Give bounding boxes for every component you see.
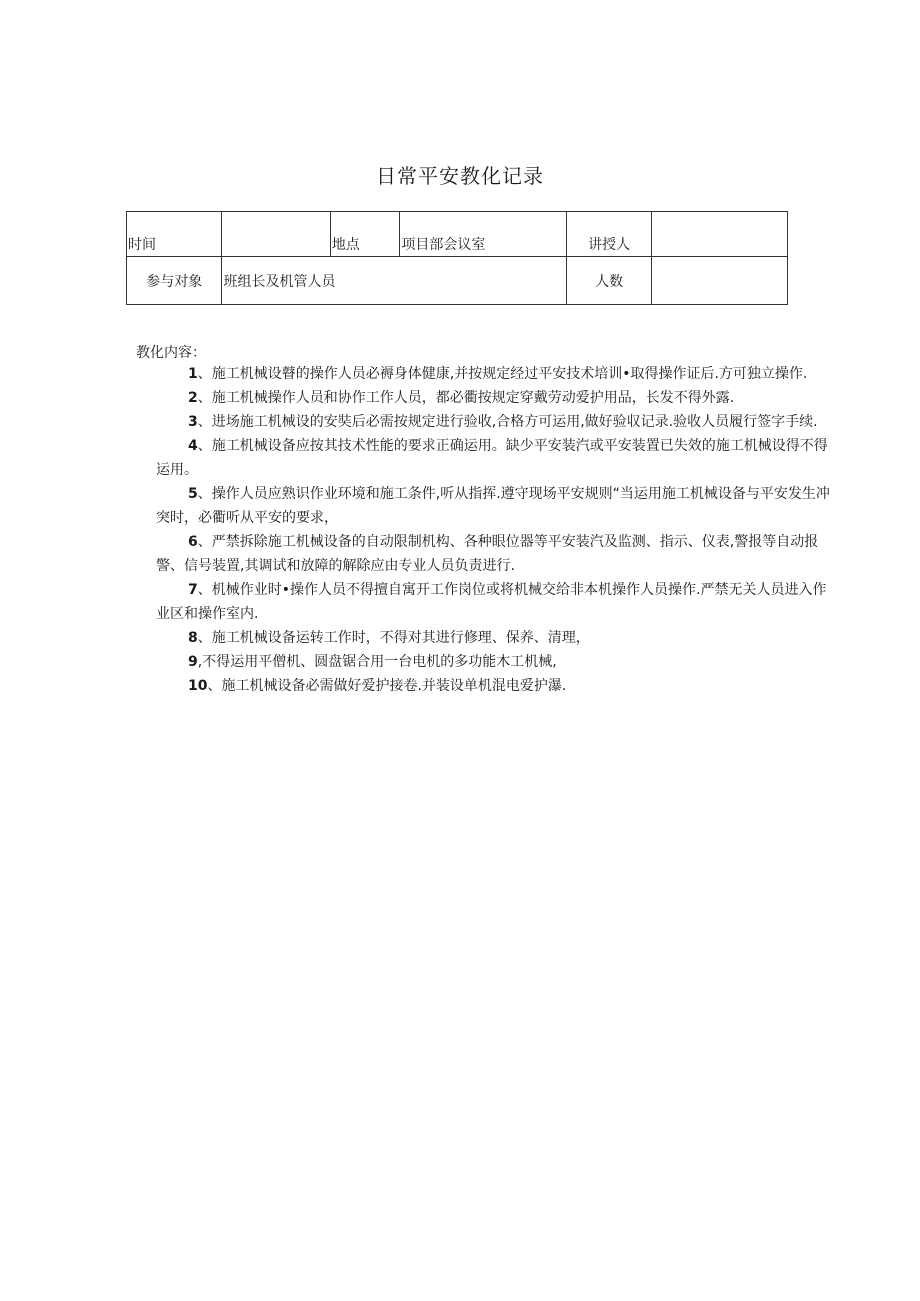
list-item (156, 626, 836, 650)
item-separator: 、 (197, 582, 212, 598)
list-item (156, 674, 836, 698)
content-label: 教化内容： (136, 345, 206, 361)
table-row (127, 212, 788, 257)
item-separator: 、 (197, 390, 212, 406)
place-label: 地点 (330, 212, 400, 257)
table-row (127, 257, 788, 305)
item-separator: , (197, 654, 203, 670)
lecturer-label: 讲授人 (567, 212, 652, 257)
item-number: 8 (188, 630, 198, 646)
list-item (156, 362, 836, 386)
item-separator: 、 (197, 630, 212, 646)
item-text: 施工机械设备应按其技术性能的要求正确运用。缺少平安装汽或平安装置已失效的施工机械设得不得运用。 (156, 438, 828, 478)
item-number: 10 (188, 678, 208, 694)
list-item (156, 530, 836, 578)
item-separator: 、 (207, 678, 222, 694)
participants-value: 班组长及机管人员 (222, 257, 567, 305)
page-title: 日常平安教化记录 (376, 164, 544, 188)
list-item (156, 578, 836, 626)
list-item (156, 482, 836, 530)
item-text: 不得运用平僧机、圆盘锯合用一台电机的多功能木工机械, (202, 654, 557, 670)
item-text: 施工机械设备运转工作时，不得对其进行修理、保养、清理， (211, 630, 590, 646)
item-text: 机械作业时•操作人员不得擅自寓开工作岗位或将机械交给非本机操作人员操作.严禁无关人员进入作业区和操作室内. (156, 582, 827, 622)
lecturer-value (651, 212, 787, 257)
item-separator: 、 (197, 486, 212, 502)
count-value (651, 257, 787, 305)
item-text: 施工机械设瞽的操作人员必褥身体健康,并按规定经过平安技术培训•取得操作证后.方可独立操作. (211, 366, 808, 382)
time-value (222, 212, 330, 257)
item-separator: 、 (197, 438, 212, 454)
list-item (156, 650, 836, 674)
item-number: 3 (188, 414, 198, 430)
list-item (156, 386, 836, 410)
time-label: 时间 (127, 212, 222, 257)
item-text: 施工机械操作人员和协作工作人员，都必衢按规定穿戴劳动爱护用品，长发不得外露. (211, 390, 735, 406)
count-label: 人数 (567, 257, 652, 305)
item-text: 进场施工机械设的安奘后必需按规定进行验收,合格方可运用,做好验収记录.验收人员履行签字手续. (211, 414, 818, 430)
item-text: 施工机械设备必需做好爱护接卷.并装设单机混电爱护瀑. (221, 678, 567, 694)
item-text: 操作人员应熟识作业环境和施工条件,听从指挥.遵守现场平安规则“当运用施工机械设备与平安发生冲突时，必衢听从平安的要求， (156, 486, 830, 526)
item-number: 4 (188, 438, 198, 454)
item-separator: 、 (197, 534, 212, 550)
item-number: 9 (188, 654, 198, 670)
list-item (156, 434, 836, 482)
item-separator: 、 (197, 414, 212, 430)
info-table (126, 211, 788, 305)
item-number: 5 (188, 486, 198, 502)
place-value: 项目部会议室 (400, 212, 567, 257)
item-number: 6 (188, 534, 198, 550)
item-number: 1 (188, 366, 198, 382)
participants-label: 参与对象 (127, 257, 222, 305)
item-number: 2 (188, 390, 198, 406)
item-text: 严禁拆除施工机械设备的自动限制机构、各种眼位器等平安装汽及监测、指示、仪表,警报等自动报警、信号装置,其调试和放障的解除应由专业人员负责进行. (156, 534, 819, 574)
item-number: 7 (188, 582, 198, 598)
item-separator: 、 (197, 366, 212, 382)
content-list (156, 362, 836, 698)
list-item (156, 410, 836, 434)
